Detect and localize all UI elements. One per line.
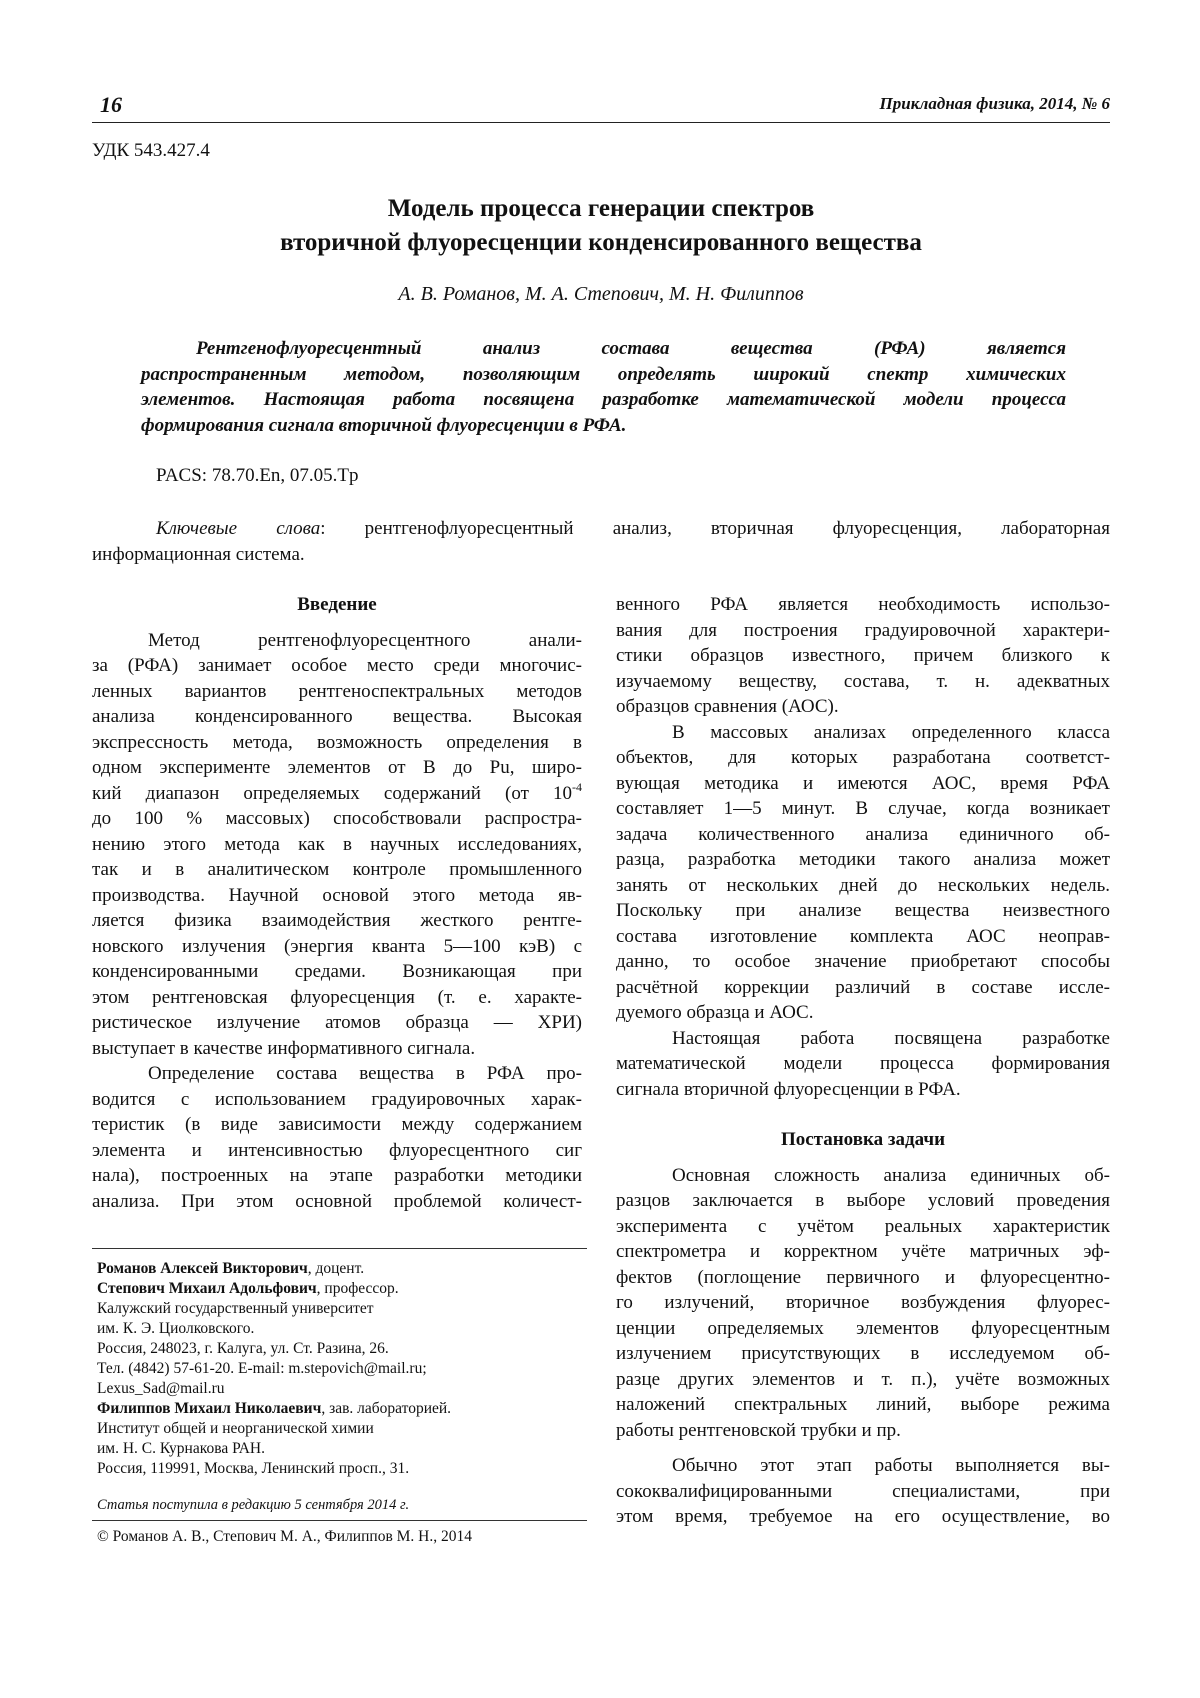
footnote-rule: [92, 1248, 587, 1249]
text-line: математической модели процесса формирования: [616, 1053, 1110, 1074]
text-line: В массовых анализах определенного класса: [672, 721, 1110, 743]
affiliation-line: Россия, 248023, г. Калуга, ул. Ст. Разина, 26.: [97, 1340, 389, 1357]
abstract: [141, 336, 1066, 438]
text-line: излучением присутствующих в исследуемом об-: [616, 1343, 1110, 1364]
text-line: фектов (поглощение первичного и флуоресцентно-: [616, 1266, 1110, 1288]
text-line: ристическое излучение атомов образца — ХРИ): [92, 1012, 582, 1033]
abstract-line: Рентгенофлуоресцентный анализ состава вещества (РФА) является: [196, 338, 1066, 359]
author-role: , зав. лабораторией.: [321, 1400, 452, 1417]
text-line: спектрометра и корректном учёте матричных эф-: [616, 1241, 1110, 1262]
text-line: изучаемому веществу, состава, т. н. адекватных: [616, 670, 1110, 692]
copyright: © Романов А. В., Степович М. А., Филиппов М. Н., 2014: [97, 1528, 472, 1545]
abstract-line: элементов. Настоящая работа посвящена разработке математической модели процесса: [141, 389, 1066, 410]
header-rule: [92, 122, 1110, 123]
text-line: нала), построенных на этапе разработки методики: [92, 1165, 582, 1186]
author-name: Степович Михаил Адольфович: [97, 1280, 317, 1297]
text-line: экспрессность метода, возможность определения в: [92, 731, 582, 753]
text-line: венного РФА является необходимость использо-: [616, 594, 1110, 615]
text-line: наложений спектральных линий, выборе режима: [616, 1394, 1110, 1415]
keywords-line: [92, 516, 1110, 542]
text-line: ляется физика взаимодействия жесткого рентге-: [92, 910, 582, 931]
keywords-text: : рентгенофлуоресцентный анализ, вторичная флуоресценция, лабораторная: [320, 518, 1110, 539]
text-line: Определение состава вещества в РФА про-: [148, 1063, 582, 1084]
keywords-label: Ключевые слова: [156, 518, 321, 539]
authors: А. В. Романов, М. А. Степович, М. Н. Филиппов: [398, 283, 804, 305]
superscript: -4: [572, 779, 582, 794]
author-footnote: [97, 1259, 587, 1479]
text-line: этом время, требуемое на его осуществление, во: [616, 1506, 1110, 1527]
text-line: анализа. При этом основной проблемой количест-: [92, 1190, 582, 1212]
udk-code: УДК 543.427.4: [92, 140, 210, 161]
contact-line: Lexus_Sad@mail.ru: [97, 1380, 225, 1397]
paragraph: [616, 1026, 1110, 1103]
text-line: водится с использованием градуировочных харак-: [92, 1088, 582, 1110]
text-line: состава изготовление комплекта АОС неоправ-: [616, 925, 1110, 947]
title-line: Модель процесса генерации спектров: [387, 195, 815, 222]
author-name: Филиппов Михаил Николаевич: [97, 1400, 322, 1417]
text-line: разца, разработка методики такого анализа может: [616, 849, 1110, 870]
pacs-codes: PACS: 78.70.En, 07.05.Tp: [156, 465, 359, 486]
paragraph: [92, 1061, 582, 1214]
text-line: анализа конденсированного вещества. Высокая: [92, 706, 582, 727]
keywords: [92, 516, 1110, 567]
text-line: конденсированными средами. Возникающая при: [92, 961, 582, 982]
text-line: нению этого метода как в научных исследованиях,: [92, 833, 582, 855]
text-line: [92, 781, 582, 807]
affiliation-line: им. К. Э. Циолковского.: [97, 1320, 255, 1337]
journal-citation: Прикладная физика, 2014, № 6: [879, 94, 1110, 113]
text-line: до 100 % массовых) способствовали распростра-: [92, 808, 582, 829]
affiliation-line: им. Н. С. Курнакова РАН.: [97, 1440, 265, 1457]
text-line: стики образцов известного, причем близкого к: [616, 645, 1110, 666]
author-role: , профессор.: [316, 1280, 399, 1297]
abstract-line: формирования сигнала вторичной флуоресценции в РФА.: [141, 414, 627, 436]
affiliation-line: Россия, 119991, Москва, Ленинский просп., 31.: [97, 1460, 410, 1477]
text-line: новского излучения (энергия кванта 5—100 кэВ) с: [92, 935, 582, 957]
text-line: Метод рентгенофлуоресцентного анали-: [148, 629, 582, 651]
text-line: Основная сложность анализа единичных об-: [672, 1164, 1110, 1186]
paragraph: [92, 628, 582, 1062]
left-column: [92, 592, 582, 1214]
right-column: [616, 592, 1110, 1530]
text-fragment: кий диапазон определяемых содержаний (от 10: [92, 782, 572, 804]
received-date: Статья поступила в редакцию 5 сентября 2014 г.: [97, 1497, 410, 1513]
page-number: 16: [100, 92, 122, 117]
text-line: ленных вариантов рентгеноспектральных методов: [92, 680, 582, 702]
text-line: дуемого образца и АОС.: [616, 1002, 814, 1023]
copyright-rule: [92, 1520, 587, 1521]
text-line: теристик (в виде зависимости между содержанием: [92, 1114, 582, 1135]
text-line: так и в аналитическом контроле промышленного: [92, 859, 582, 880]
paragraph: [616, 720, 1110, 1026]
text-line: Обычно этот этап работы выполняется вы-: [672, 1455, 1110, 1476]
text-line: вующая методика и имеются АОС, время РФА: [616, 772, 1110, 794]
footnote-author: [97, 1259, 587, 1279]
paper-title: [92, 192, 1110, 260]
keywords-line: информационная система.: [92, 543, 305, 565]
text-line: сококвалифицированными специалистами, при: [616, 1480, 1110, 1502]
author-name: Романов Алексей Викторович: [97, 1260, 308, 1277]
text-line: сигнала вторичной флуоресценции в РФА.: [616, 1078, 961, 1100]
text-line: объектов, для которых разработана соответст-: [616, 747, 1110, 768]
text-line: вания для построения градуировочной характери-: [616, 619, 1110, 641]
text-line: данно, то особое значение приобретают способы: [616, 951, 1110, 972]
contact-line: Тел. (4842) 57-61-20. E-mail: m.stepovich@mail.ru;: [97, 1360, 427, 1377]
footnote-author: [97, 1279, 587, 1299]
section-heading-problem-statement: Постановка задачи: [780, 1129, 946, 1150]
paragraph: [616, 1163, 1110, 1444]
text-line: Поскольку при анализе вещества неизвестного: [616, 900, 1110, 921]
text-line: го излучений, вторичное возбуждения флуорес-: [616, 1292, 1110, 1313]
title-line: вторичной флуоресценции конденсированного вещества: [280, 229, 922, 256]
text-line: составляет 1—5 минут. В случае, когда возникает: [616, 798, 1110, 819]
text-line: Настоящая работа посвящена разработке: [672, 1027, 1110, 1049]
abstract-line: распространенным методом, позволяющим определять широкий спектр химических: [141, 363, 1066, 385]
text-line: разце других элементов и т. п.), учёте возможных: [616, 1368, 1110, 1390]
text-line: эксперимента с учётом реальных характеристик: [616, 1215, 1110, 1237]
author-role: , доцент.: [307, 1260, 365, 1277]
text-line: разцов заключается в выборе условий проведения: [616, 1190, 1110, 1211]
text-line: производства. Научной основой этого метода яв-: [92, 884, 582, 906]
paragraph: [616, 1453, 1110, 1530]
section-heading-introduction: Введение: [297, 594, 377, 615]
text-line: расчётной коррекции различий в составе иссле-: [616, 976, 1110, 998]
text-line: работы рентгеновской трубки и пр.: [616, 1419, 901, 1441]
affiliation-line: Институт общей и неорганической химии: [97, 1420, 374, 1437]
text-line: занять от нескольких дней до нескольких недель.: [616, 874, 1110, 896]
text-line: за (РФА) занимает особое место среди многочис-: [92, 655, 582, 676]
text-line: ценции определяемых элементов флуоресцентным: [616, 1317, 1110, 1339]
text-line: задача количественного анализа единичного об-: [616, 823, 1110, 845]
text-line: элемента и интенсивностью флуоресцентного сиг: [92, 1139, 582, 1161]
text-line: выступает в качестве информативного сигнала.: [92, 1037, 476, 1059]
affiliation-line: Калужский государственный университет: [97, 1300, 374, 1317]
text-line: одном эксперименте элементов от B до Pu, широ-: [92, 757, 582, 778]
paragraph: [616, 592, 1110, 720]
text-line: образцов сравнения (АОС).: [616, 696, 839, 717]
footnote-author: [97, 1399, 587, 1419]
text-line: этом рентгеновская флуоресценция (т. е. характе-: [92, 986, 582, 1008]
